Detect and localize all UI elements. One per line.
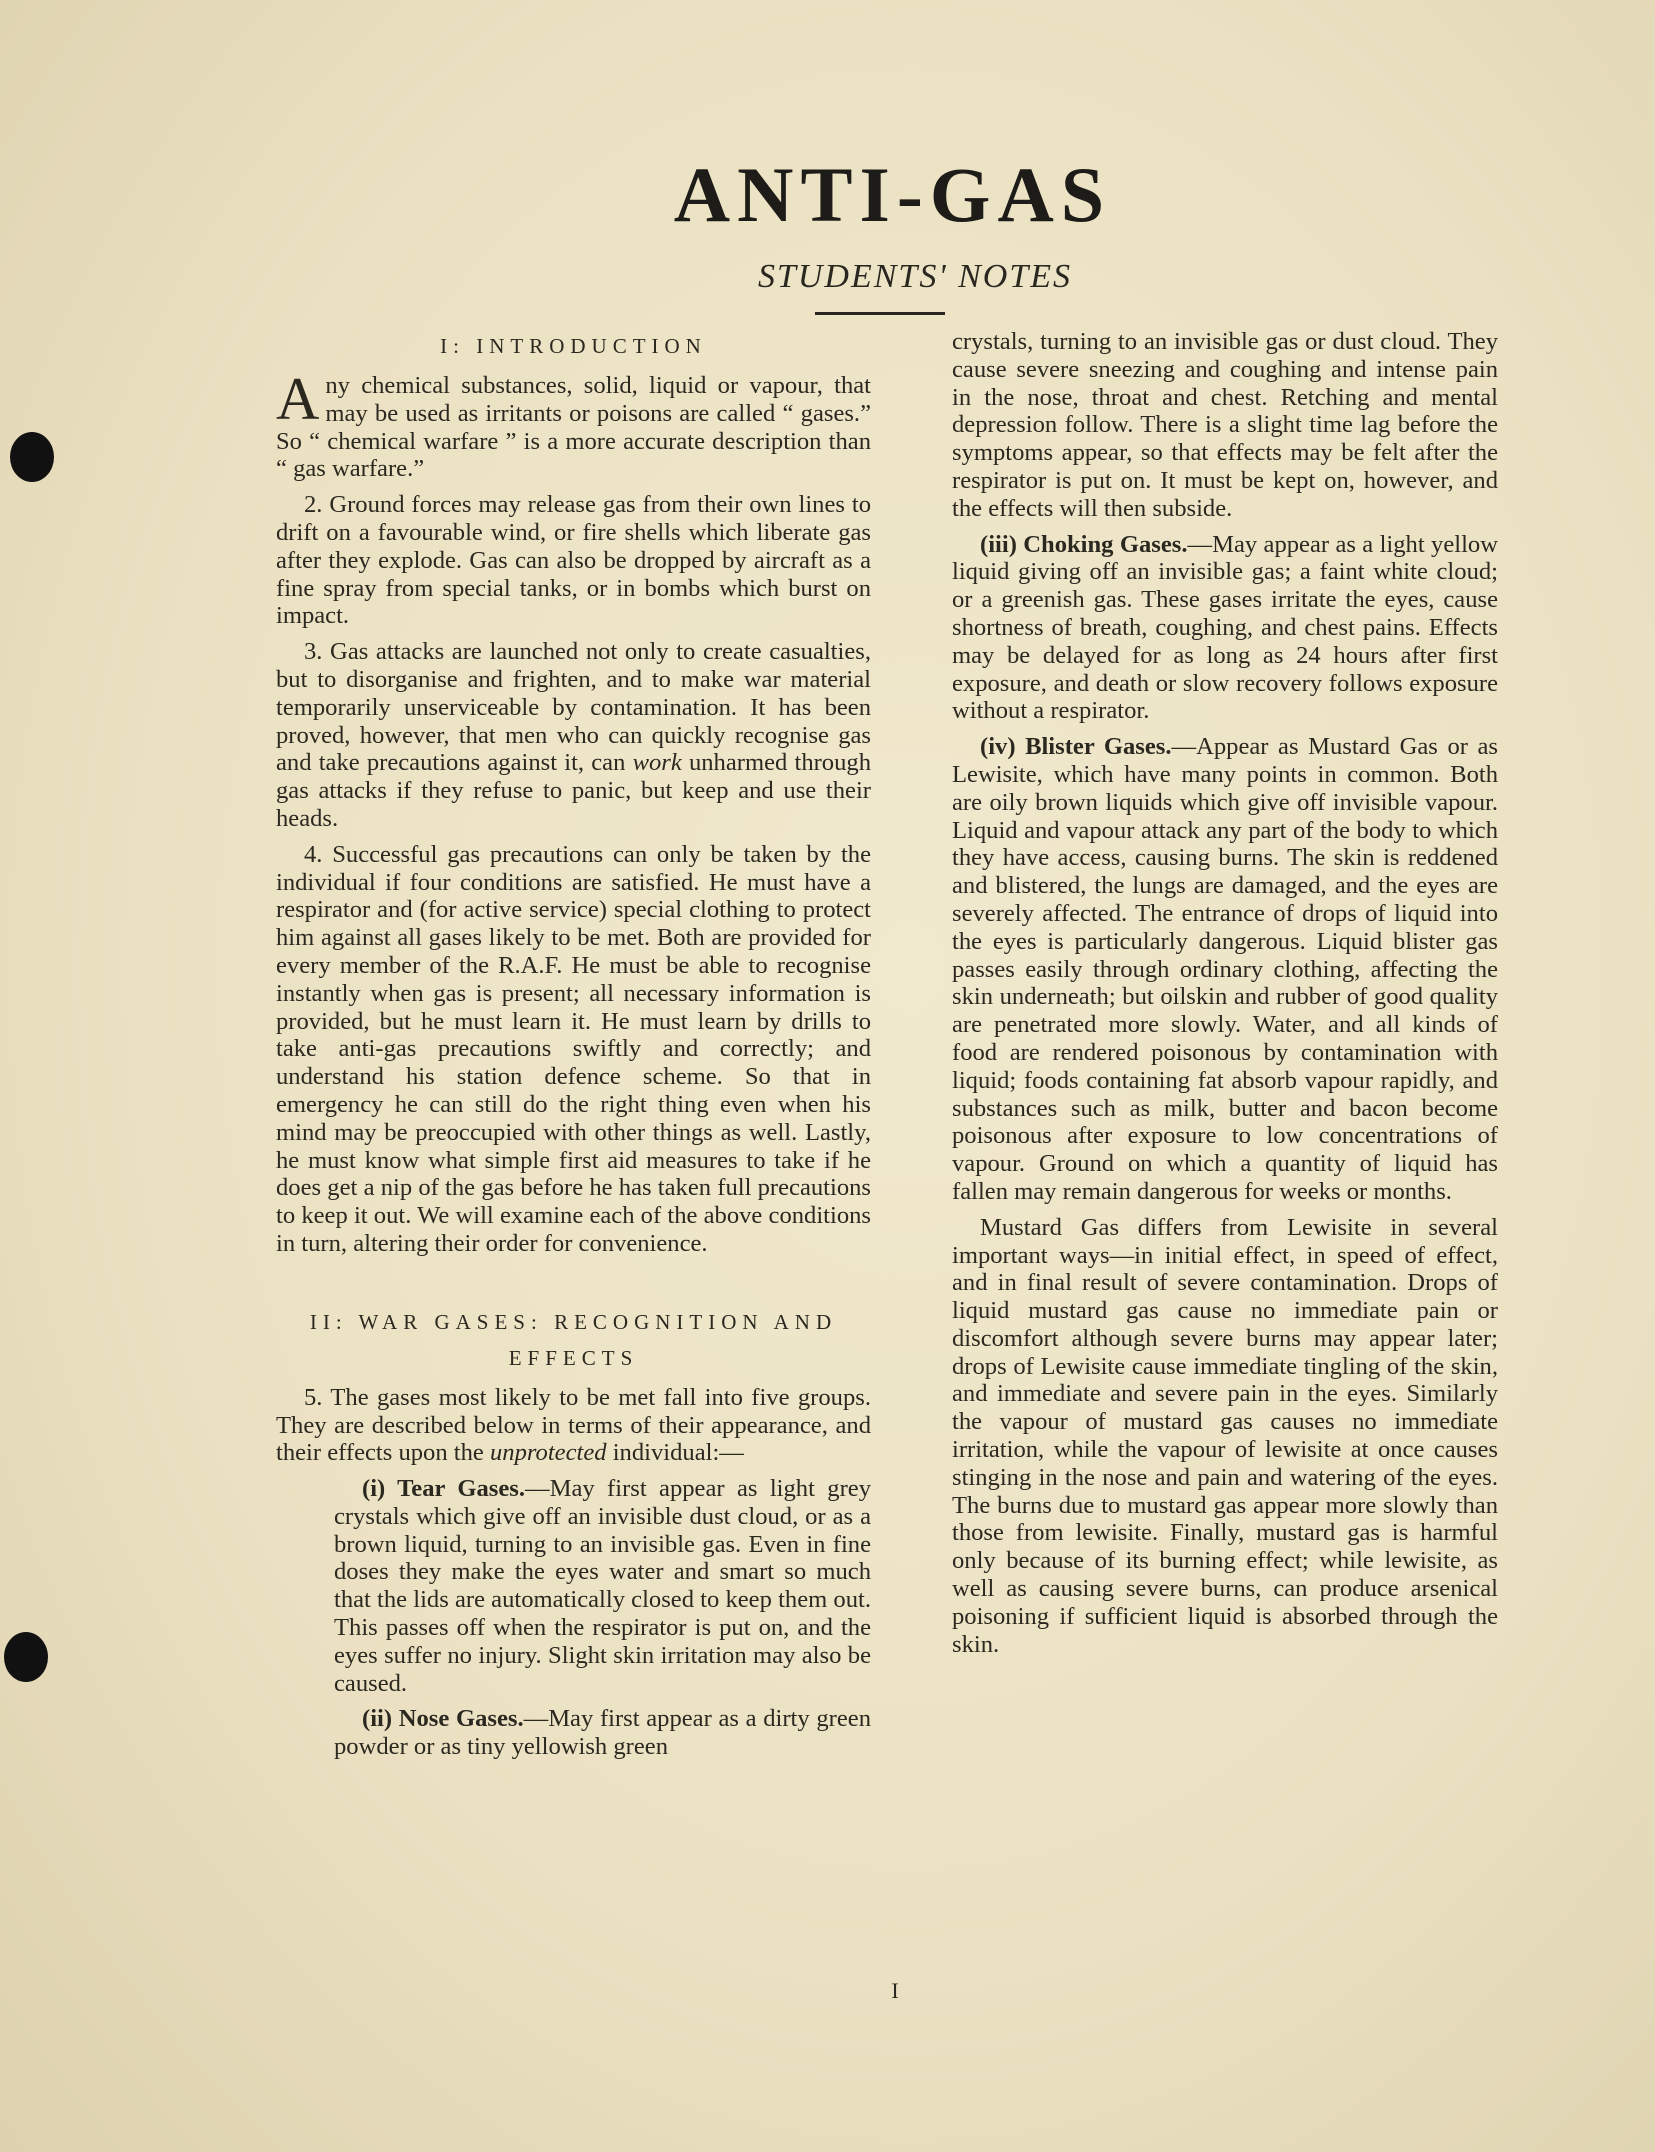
section-heading-war-gases: II: WAR GASES: RECOGNITION AND EFFECTS — [309, 1309, 838, 1370]
tear-gases-paragraph: (i) Tear Gases.—May first appear as light grey crystals which give off an invisible dust cloud, or as a brown liquid, turning to an invisible gas. Even in fine doses they make the eyes water and smart so much that the lids are automatically closed to keep them out. This passes off when the respirator is put on, and the eyes suffer no injury. Slight skin irritation may also be caused. — [334, 1475, 872, 1697]
page-subtitle: STUDENTS' NOTES — [757, 258, 1073, 295]
paragraph-2: 2. Ground forces may release gas from their own lines to drift on a favourable wind, or fire shells which liberate gas after they explode. Gas can also be dropped by aircraft as a fine spray from special tanks, or in bombs which burst on impact. — [276, 491, 871, 630]
punch-hole — [10, 432, 54, 482]
right-column — [952, 328, 1498, 1666]
left-column — [276, 328, 871, 1769]
page-number: I — [891, 1978, 899, 2003]
mustard-lewisite-paragraph: Mustard Gas differs from Lewisite in several important ways—in initial effect, in speed of effect, and in final result of severe contamination. Drops of liquid mustard gas cause no immediate pain or discomfort although severe burns may appear later; drops of Lewisite cause immediate tingling of the skin, and immediate and severe pain in the eyes. Similarly the vapour of mustard gas causes no immediate irritation, while the vapour of lewisite at once causes stinging in the nose and pain and watering of the eyes. The burns due to mustard gas appear more slowly than those from lewisite. Finally, mustard gas is harmful only because of its burning effect; while lewisite, as well as causing severe burns, can produce arsenical poisoning if sufficient liquid is absorbed through the skin. — [952, 1213, 1498, 1658]
paragraph-1: Any chemical substances, solid, liquid or vapour, that may be used as irritants or poisons are called “ gases.” So “ chemical warfare ” is a more accurate description than “ gas warfare.” — [276, 366, 871, 483]
paragraph-5: 5. The gases most likely to be met fall into five groups. They are described below in terms of their appearance, and their effects upon the unprotected individual:— — [276, 1383, 871, 1467]
blister-gases-paragraph: (iv) Blister Gases.—Appear as Mustard Gas or as Lewisite, which have many points in common. Both are oily brown liquids which give off invisible vapour. Liquid and vapour attack any part of the body to which they have access, causing burns. The skin is reddened and blistered, the lungs are damaged, and the eyes are severely affected. The entrance of drops of liquid into the eyes is particularly dangerous. Liquid blister gas passes easily through ordinary clothing, affecting the skin underneath; but oilskin and rubber of good quality are penetrated more slowly. Water, and all kinds of food are rendered poisonous by contamination with liquid; foods containing fat absorb vapour rapidly, and substances such as milk, butter and bacon become poisonous after exposure to low concentrations of vapour. Ground on which a quantity of liquid has fallen may remain dangerous for weeks or months. — [952, 733, 1498, 1205]
section-heading-introduction: I: INTRODUCTION — [440, 334, 707, 358]
choking-gases-paragraph: (iii) Choking Gases.—May appear as a light yellow liquid giving off an invisible gas; a faint white cloud; or a greenish gas. These gases irritate the eyes, cause shortness of breath, coughing, and chest pains. Effects may be delayed for as long as 24 hours after first exposure, and death or slow recovery follows exposure without a respirator. — [952, 530, 1498, 725]
page-title: ANTI-GAS — [673, 151, 1112, 238]
paragraph-4: 4. Successful gas precautions can only be taken by the individual if four conditions are satisfied. He must have a respirator and (for active service) special clothing to protect him against all gases likely to be met. Both are provided for every member of the R.A.F. He must be able to recognise instantly when gas is present; all necessary information is provided, but he must learn it. He must learn by drills to take anti-gas precautions swiftly and correctly; and understand his station defence scheme. So that in emergency he can still do the right thing even when his mind may be preoccupied with other things as well. Lastly, he must know what simple first aid measures to take if he does get a nip of the gas before he has taken full precautions to keep it out. We will examine each of the above conditions in turn, altering their order for convenience. — [276, 840, 871, 1257]
drop-cap: A — [276, 366, 320, 432]
nose-gases-paragraph: (ii) Nose Gases.—May first appear as a dirty green powder or as tiny yellowish green — [334, 1705, 871, 1761]
punch-hole — [4, 1632, 48, 1682]
title-rule — [815, 312, 945, 315]
paragraph-3: 3. Gas attacks are launched not only to create casualties, but to disorganise and frighten, and to make war material temporarily unserviceable by contamination. It has been proved, however, that men who can quickly recognise gas and take precautions against it, can work unharmed through gas attacks if they refuse to panic, but keep and use their heads. — [276, 638, 871, 832]
nose-gases-continued: crystals, turning to an invisible gas or dust cloud. They cause severe sneezing and coughing and intense pain in the nose, throat and chest. Retching and mental depression follow. There is a slight time lag before the symptoms appear, so that effects may be felt after the respirator is put on. It must be kept on, however, and the effects will then subside. — [952, 328, 1498, 522]
